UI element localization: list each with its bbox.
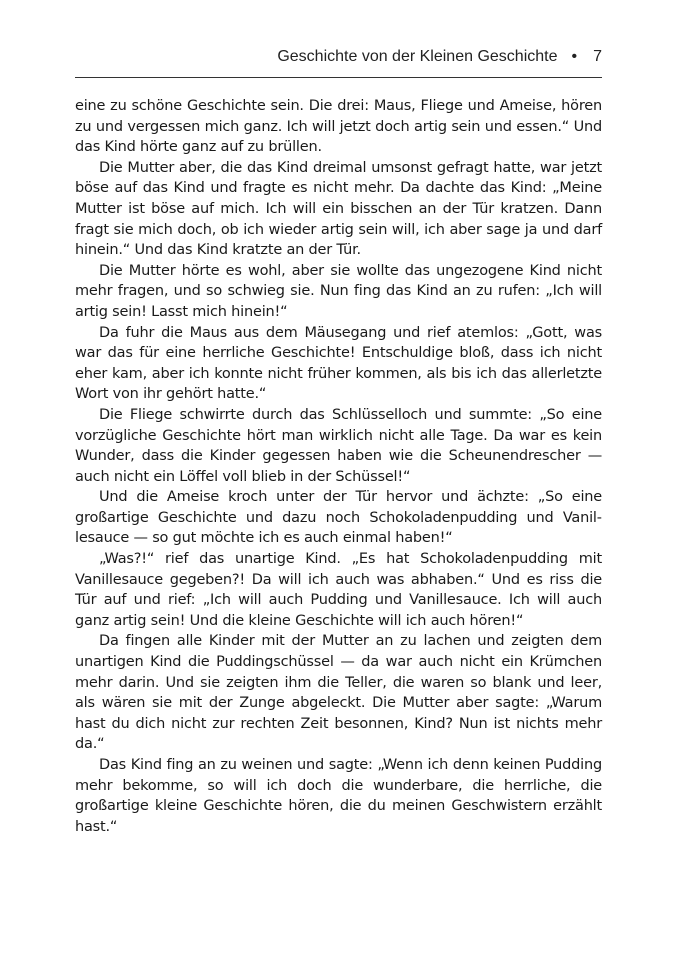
paragraph: Und die Ameise kroch unter der Tür hervor und ächzte: „So eine großartige Geschichte und dazu noch Schokoladenpudding und Vanillesauce — so gut möchte ich es auch einmal haben!“ (75, 489, 602, 547)
paragraph: „Was?!“ rief das unartige Kind. „Es hat Schokoladenpudding mit Vanillesauce gegeben?! Da will ich auch was abhaben.“ Und es riss die Tür auf und rief: „Ich will auch Pudding und Vanillesauce. Ich will auch ganz artig sein! Und die kleine Geschichte will ich auch hören!“ (75, 551, 602, 629)
paragraph: eine zu schöne Geschichte sein. Die drei: Maus, Fliege und Ameise, hören zu und vergessen mich ganz. Ich will jetzt doch artig sein und essen.“ Und das Kind hörte ganz auf zu brüllen. (75, 98, 602, 156)
paragraph: Da fingen alle Kinder mit der Mutter an zu lachen und zeigten dem unartigen Kind die Puddingschüssel — da war auch nicht ein Krümchen mehr darin. Und sie zeigten ihm die Teller, die waren so blank und leer, als wären sie mit der Zunge abgeleckt. Die Mutter aber sagte: „Warum hast du dich nicht zur rechten Zeit besonnen, Kind? Nun ist nichts mehr da.“ (75, 633, 602, 753)
page-number: 7 (593, 48, 602, 65)
header-rule (75, 77, 602, 78)
header-separator: • (571, 48, 578, 65)
paragraph: Die Fliege schwirrte durch das Schlüsselloch und summte: „So eine vorzügliche Geschichte hört man wirklich nicht alle Tage. Da war es kein Wunder, dass die Kinder gegessen haben wie die Scheunendrescher — auch nicht ein Löffel voll blieb in der Schüssel!“ (75, 406, 602, 485)
paragraph: Die Mutter aber, die das Kind dreimal umsonst gefragt hatte, war jetzt böse auf das Kind und fragte es nicht mehr. Da dachte das Kind: „Meine Mutter ist böse auf mich. Ich will ein bisschen an der Tür kratzen. Dann fragt sie mich doch, ob ich wieder artig sein will, ich aber sage ja und darf hinein.“ Und das Kind kratzte an der Tür. (75, 159, 602, 259)
body-text (75, 96, 602, 837)
paragraph: Die Mutter hörte es wohl, aber sie wollte das ungezogene Kind nicht mehr fragen, und so schwieg sie. Nun fing das Kind an zu rufen: „Ich will artig sein! Lasst mich hinein!“ (75, 262, 602, 320)
running-title: Geschichte von der Kleinen Geschichte (277, 48, 558, 65)
paragraph: Das Kind fing an zu weinen und sagte: „Wenn ich denn keinen Pudding mehr bekomme, so will ich doch die wunderbare, die herrliche, die großartige kleine Geschichte hören, die du meinen Geschwistern erzählt hast.“ (75, 757, 602, 835)
running-header (75, 48, 602, 66)
paragraph: Da fuhr die Maus aus dem Mäusegang und rief atemlos: „Gott, was war das für eine herrliche Geschichte! Entschuldige bloß, dass ich nicht eher kam, aber ich konnte nicht früher kommen, als bis ich das allerletzte Wort von ihr gehört hatte.“ (75, 324, 602, 403)
